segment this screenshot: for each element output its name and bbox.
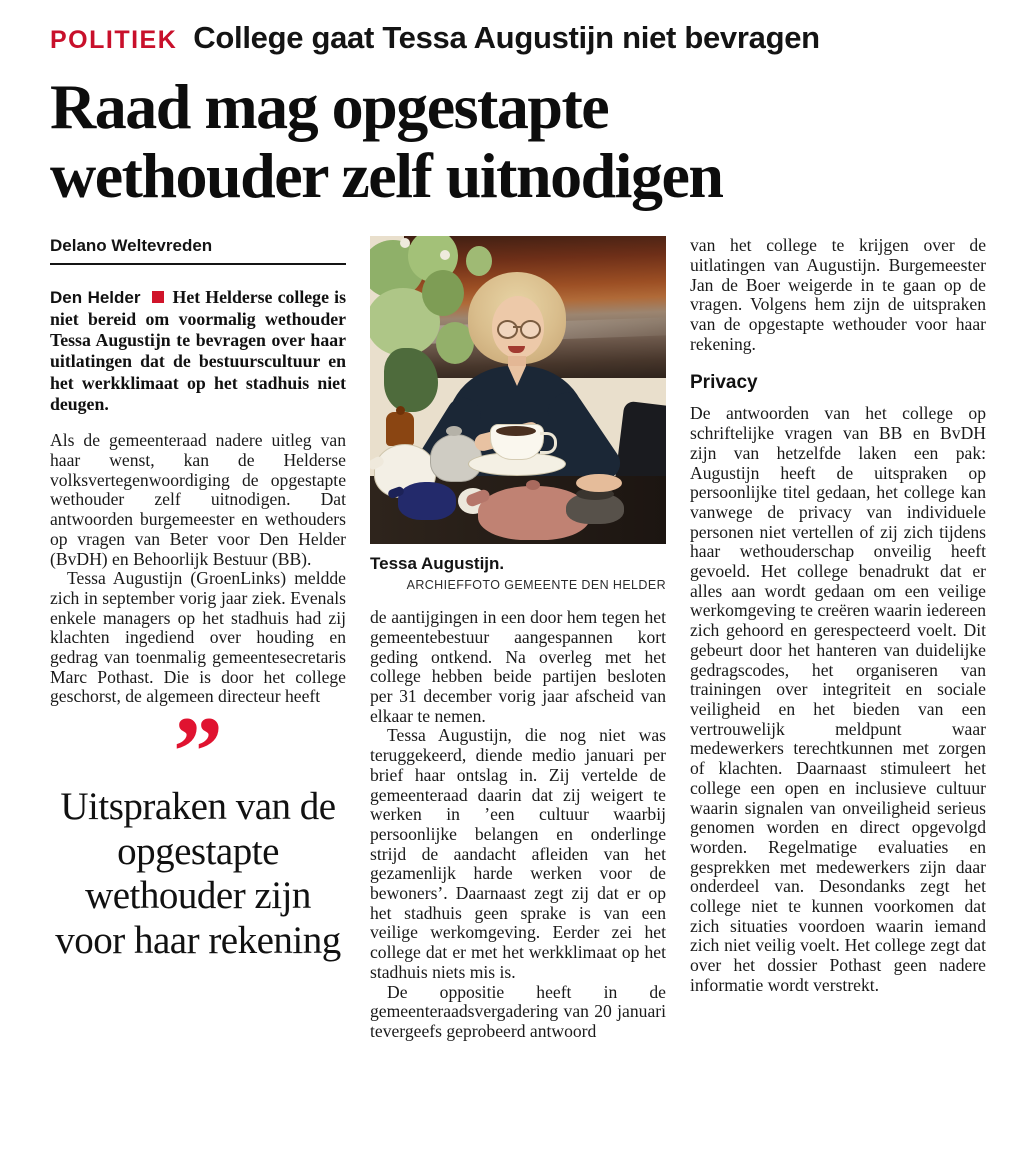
glasses xyxy=(513,326,521,328)
kicker xyxy=(50,20,985,56)
paragraph: de aantijgingen in een door hem tegen het gemeentebestuur aangespannen kort geding ontkend. Na overleg met het college hebben beide partijen besloten per 31 december vorig jaar afscheid van elkaar te nemen. xyxy=(370,607,666,726)
lead-text: Het Helderse college is niet bereid om voormalig wethouder Tessa Augustijn te bevragen over haar uitlatingen dat de bestuurscultuur en het werkklimaat op het stadhuis niet deugen. xyxy=(50,287,347,414)
paragraph: De antwoorden van het college op schriftelijke vragen van BB en BvDH zijn van hetzelfde laken een pak: Augustijn heeft de uitspraken op persoonlijke titel gedaan, het college kan vanwege de privacy van individuele personen niet vertellen of zij zich tijdens haar wethouderschap onveilig heeft gevoeld. Het college benadrukt dat er alles aan wordt gedaan om een veilige werkomgeving te creëren waarin iedereen zich gehoord en gerespecteerd voelt. Dit gebeurt door het hanteren van duidelijke gedragscodes, het organiseren van trainingen over integriteit en sociale veiligheid en het bieden van een vertrouwelijk meldpunt waar medewerkers terechtkunnen met zorgen of klachten. Daarnaast stimuleert het college een open en inclusieve cultuur waarin signalen van onveiligheid serieus genomen worden en direct opgevolgd worden. Regelmatige evaluaties en gesprekken met medewerkers zijn daar onderdeel van. Desondanks zegt het college niet te kunnen voorkomen dat zich situaties voordoen waarin iemand zich niet veilig voelt. Het college zegt dat over het dossier Pothast geen nadere informatie wordt verstrekt. xyxy=(690,403,986,995)
pull-quote-text: Uitspraken van de opgestapte wethouder zijn voor haar rekening xyxy=(55,785,341,962)
paragraph: van het college te krijgen over de uitlatingen van Augustijn. Burgemeester Jan de Boer weigerde in te gaan op de vragen. Volgens hem zijn de uitspraken van de opgestapte wethouder voor haar rekening. xyxy=(690,235,986,354)
article-photo xyxy=(370,236,666,544)
byline: Delano Weltevreden xyxy=(50,236,346,265)
paragraph: Tessa Augustijn (GroenLinks) meldde zich in september vorig jaar ziek. Evenals enkele managers op het stadhuis had zij klachten ingediend over houding en gedrag van toenmalig gemeentesecretaris Marc Pothast. Die is door het college geschorst, de algemeen directeur heeft xyxy=(50,568,346,707)
dateline-marker-icon xyxy=(152,291,164,303)
dateline: Den Helder xyxy=(50,288,141,308)
paragraph: Als de gemeenteraad nadere uitleg van haar wenst, kan de Helderse volksvertegenwoordiging de opgestapte wethouder zelf uitnodigen. Dat antwoorden burgemeester en wethouders op vragen van Beter voor Den Helder (BvDH) en Behoorlijk Bestuur (BB). xyxy=(50,430,346,569)
column-3 xyxy=(690,236,986,1041)
article-columns xyxy=(50,236,985,1041)
paragraph: De oppositie heeft in de gemeenteraadsvergadering van 20 januari tevergeefs geprobeerd antwoord xyxy=(370,981,666,1041)
woman-vneck xyxy=(508,366,526,386)
amber-jar xyxy=(386,412,414,446)
lead-paragraph xyxy=(50,287,346,415)
kicker-title: College gaat Tessa Augustijn niet bevragen xyxy=(193,20,820,55)
paragraph: Tessa Augustijn, die nog niet was teruggekeerd, diende medio januari per brief haar ontslag in. Zij vertelde de gemeenteraad daarin dat zij weigert te werken in ’een cultuur waarbij persoonlijke belangen en onderlinge strijd de aandacht afleiden van het gezamenlijk harde werken voor de bewoners’. Daarnaast zegt zij dat er op het stadhuis geen sprake is van een veilige werkomgeving. Eerder zei het college dat er met het werkklimaat op het stadhuis niets mis is. xyxy=(370,725,666,982)
kicker-category: POLITIEK xyxy=(50,26,178,54)
column-1 xyxy=(50,236,346,1041)
blue-teapot xyxy=(398,482,456,520)
subhead-privacy: Privacy xyxy=(690,372,758,394)
column-2 xyxy=(370,236,666,1041)
quote-mark-icon: ” xyxy=(173,696,223,808)
plant xyxy=(466,246,492,276)
article-headline: Raad mag opgestapte wethouder zelf uitnodigen xyxy=(50,71,723,212)
pull-quote xyxy=(50,696,346,963)
photo-caption: Tessa Augustijn. xyxy=(370,554,505,574)
photo-credit: ARCHIEFFOTO GEMEENTE DEN HELDER xyxy=(406,578,666,593)
plant xyxy=(422,270,464,316)
